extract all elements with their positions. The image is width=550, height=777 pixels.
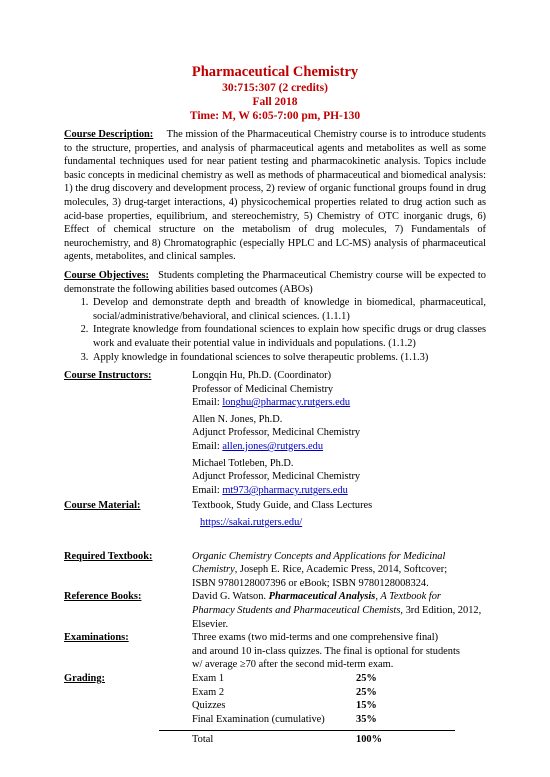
grading-item: Exam 1 [192, 672, 225, 684]
instructor-email-link[interactable]: mt973@pharmacy.rutgers.edu [222, 484, 348, 496]
objectives-intro: Students completing the Pharmaceutical Chemistry course will be expected to demonstrate the following abilities based outcomes (ABOs) [64, 269, 487, 295]
textbook-isbn: ISBN 9780128007396 or eBook; ISBN 9780128008324. [192, 577, 429, 589]
reference-book-title: Pharmaceutical Analysis [268, 591, 376, 603]
objectives-list [64, 296, 486, 364]
material-text: Textbook, Study Guide, and Class Lectures [192, 500, 373, 512]
course-material [64, 499, 486, 529]
instructor-title: Professor of Medicinal Chemistry [192, 383, 334, 395]
grading-item: Quizzes [192, 700, 226, 712]
course-instructors [64, 369, 486, 497]
objective-item: 3. Apply knowledge in foundational sciences to solve therapeutic problems. (1.1.3) [91, 351, 486, 365]
textbook-publisher: , Joseph E. Rice, Academic Press, 2014, Softcover; [234, 564, 448, 576]
objectives-label: Course Objectives: [64, 269, 149, 281]
exams-label: Examinations: [64, 632, 129, 644]
grading-label: Grading: [64, 672, 105, 684]
textbook-title: Organic Chemistry Concepts and Applications for Medicinal Chemistry [192, 550, 446, 576]
grading-row [192, 672, 486, 686]
exams-line: w/ average ≥70 after the second mid-term exam. [192, 659, 394, 671]
objective-item: 2. Integrate knowledge from foundational sciences to explain how specific drugs or drug classes work and evaluate their potential value in individuals and populations. (1.1.2) [91, 323, 486, 350]
instructor-name: Michael Totleben, Ph.D. [192, 457, 294, 469]
reference-books [64, 590, 486, 631]
grading [64, 672, 486, 747]
description-text: The mission of the Pharmaceutical Chemistry course is to introduce students to the structure, properties, and analysis of pharmaceutical agents and metabolites as well as some fundamental techniques used for near patient testing and pharmacokinetic analysis. Topics include basic concepts in medicinal chemistry as well as methods of pharmaceutical and biomedical analysis: 1) the drug discovery and development process, 2) review of organic functional groups found in drug molecules, 3) drug-target interactions, 4) physicochemical properties related to drug action such as acid-base properties, equilibrium, and stereochemistry, 5) Chemistry of OTC inorganic drugs, 6) Effect of chemical structure on the metabolism of drug molecules, 7) Fundamentals of neurochemistry, and 8) Chromatographic (especially HPLC and LC-MS) analysis of pharmaceutical agents, metabolites, and clinical samples. [64, 129, 486, 263]
grading-item: Exam 2 [192, 686, 225, 698]
material-label: Course Material: [64, 500, 141, 512]
course-title: Pharmaceutical Chemistry [191, 64, 359, 80]
header [0, 64, 550, 123]
instructor-email-link[interactable]: allen.jones@rutgers.edu [222, 441, 324, 453]
reference-book-subtitle: , A Textbook for Pharmacy Students and Pharmaceutical Chemists [192, 591, 441, 616]
required-textbook [64, 550, 486, 591]
description-label: Course Description: [64, 129, 154, 140]
grading-percent: 25% [356, 686, 377, 698]
total-divider [159, 726, 455, 731]
course-objectives [64, 269, 486, 364]
email-prefix: Email: [192, 484, 223, 496]
exams-line: and around 10 in-class quizzes. The final is optional for students [192, 645, 460, 657]
instructor-name: Longqin Hu, Ph.D. (Coordinator) [192, 370, 332, 382]
exams-line: Three exams (two mid-terms and one comprehensive final) [192, 632, 439, 644]
textbook-label: Required Textbook: [64, 550, 153, 562]
email-prefix: Email: [192, 441, 223, 453]
grading-row [192, 686, 486, 700]
reference-edition: , 3rd Edition, 2012, Elsevier. [192, 605, 482, 630]
instructor-title: Adjunct Professor, Medicinal Chemistry [192, 427, 361, 439]
reference-label: Reference Books: [64, 591, 142, 603]
course-code: 30:715:307 (2 credits) [222, 82, 328, 94]
instructor-name: Allen N. Jones, Ph.D. [192, 413, 283, 425]
email-prefix: Email: [192, 397, 223, 409]
total-label: Total [192, 734, 214, 746]
grading-total-row [192, 733, 486, 747]
objective-item: 1. Develop and demonstrate depth and breadth of knowledge in biomedical, pharmaceutical, social/administrative/behavioral, and clinical sciences. (1.1.1) [91, 296, 486, 323]
examinations [64, 631, 486, 672]
instructor-email-link[interactable]: longhu@pharmacy.rutgers.edu [222, 397, 351, 409]
grading-percent: 25% [356, 672, 377, 684]
course-time: Time: M, W 6:05-7:00 pm, PH-130 [189, 110, 361, 122]
grading-row [192, 699, 486, 713]
instructors-label: Course Instructors: [64, 370, 152, 382]
grading-percent: 15% [356, 700, 377, 712]
sakai-link[interactable]: https://sakai.rutgers.edu/ [200, 517, 303, 529]
document-body [64, 128, 486, 747]
grading-item: Final Examination (cumulative) [192, 713, 325, 725]
reference-author: David G. Watson. [192, 591, 269, 603]
course-term: Fall 2018 [252, 96, 298, 108]
total-percent: 100% [356, 734, 382, 746]
grading-percent: 35% [356, 713, 377, 725]
instructor-title: Adjunct Professor, Medicinal Chemistry [192, 471, 361, 483]
grading-row [192, 713, 486, 727]
course-description [64, 128, 486, 264]
